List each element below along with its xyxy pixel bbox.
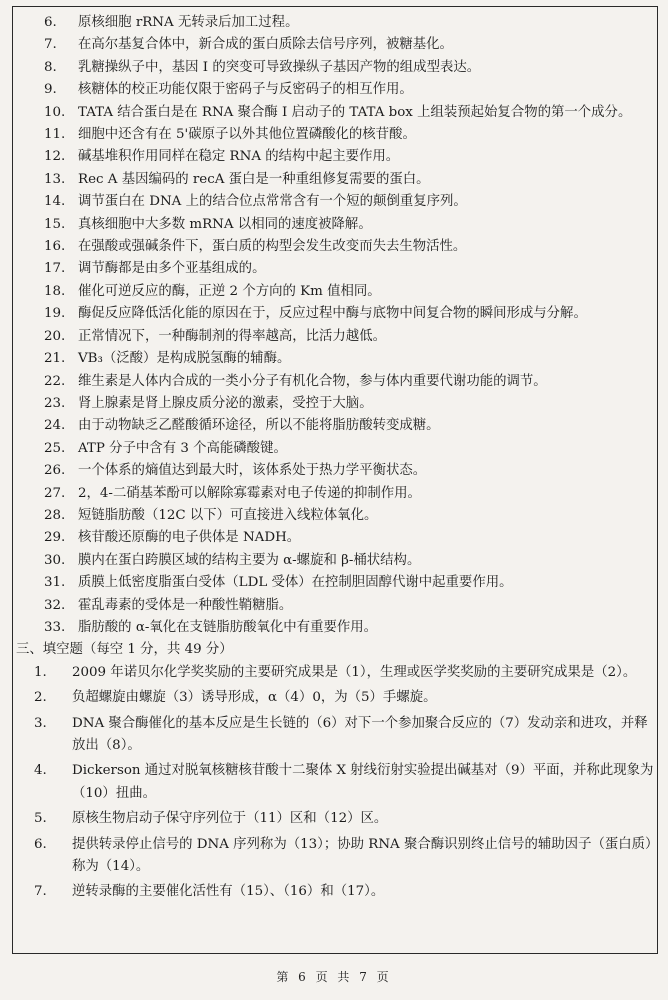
true-false-item-text: 2，4-二硝基苯酚可以解除寡霉素对电子传递的抑制作用。 xyxy=(78,485,421,501)
true-false-item-text: 在强酸或强碱条件下，蛋白质的构型会发生改变而失去生物活性。 xyxy=(78,239,467,255)
true-false-item-number: 27. xyxy=(44,485,66,501)
true-false-item-text: 脂肪酸的 α-氧化在支链脂肪酸氧化中有重要作用。 xyxy=(78,619,378,635)
true-false-item xyxy=(14,34,654,56)
true-false-item xyxy=(14,258,654,280)
fill-in-item-number: 7. xyxy=(34,884,47,900)
true-false-item-number: 16. xyxy=(44,239,66,255)
true-false-item xyxy=(14,79,654,101)
true-false-item-number: 10. xyxy=(44,104,66,120)
fill-in-item xyxy=(14,760,654,805)
true-false-item-text: 质膜上低密度脂蛋白受体（LDL 受体）在控制胆固醇代谢中起重要作用。 xyxy=(78,575,513,591)
true-false-item xyxy=(14,102,654,124)
true-false-item-text: 原核细胞 rRNA 无转录后加工过程。 xyxy=(78,15,299,30)
true-false-item-number: 22. xyxy=(44,373,66,389)
true-false-item xyxy=(14,527,654,549)
true-false-item xyxy=(14,348,654,370)
true-false-item xyxy=(14,281,654,303)
fill-in-item-text: DNA 聚合酶催化的基本反应是生长链的（6）对下一个参加聚合反应的（7）发动亲和进攻，并释放出（8）。 xyxy=(72,715,648,753)
true-false-item-number: 17. xyxy=(44,261,66,277)
true-false-item xyxy=(14,124,654,146)
true-false-item xyxy=(14,371,654,393)
true-false-item-text: 酶促反应降低活化能的原因在于，反应过程中酶与底物中间复合物的瞬间形成与分解。 xyxy=(78,306,587,322)
true-false-item-number: 15. xyxy=(44,216,66,232)
true-false-item-text: 正常情况下，一种酶制剂的得率越高，比活力越低。 xyxy=(78,328,386,344)
fill-in-item-text: Dickerson 通过对脱氧核糖核苷酸十二聚体 X 射线衍射实验提出碱基对（9）平面，并称此现象为（10）扭曲。 xyxy=(72,763,654,801)
true-false-item-text: 维生素是人体内合成的一类小分子有机化合物，参与体内重要代谢功能的调节。 xyxy=(78,373,547,389)
true-false-item-text: 由于动物缺乏乙醛酸循环途径，所以不能将脂肪酸转变成糖。 xyxy=(78,418,440,434)
true-false-item xyxy=(14,236,654,258)
true-false-item xyxy=(14,617,654,639)
true-false-item-number: 26. xyxy=(44,463,66,479)
true-false-item-number: 23. xyxy=(44,395,66,411)
fill-in-item-text: 负超螺旋由螺旋（3）诱导形成，α（4）0，为（5）手螺旋。 xyxy=(72,690,437,706)
fill-in-item-number: 4. xyxy=(34,763,47,779)
true-false-item-text: 调节酶都是由多个亚基组成的。 xyxy=(78,261,266,277)
true-false-item xyxy=(14,505,654,527)
true-false-item-number: 9. xyxy=(44,82,57,98)
true-false-item-number: 11. xyxy=(44,127,66,143)
fill-in-list xyxy=(14,662,654,904)
true-false-item-number: 33. xyxy=(44,619,66,635)
true-false-item-number: 25. xyxy=(44,440,66,456)
fill-in-item-text: 2009 年诺贝尔化学奖奖励的主要研究成果是（1），生理或医学奖奖励的主要研究成果是（2）。 xyxy=(72,664,637,680)
true-false-item-text: 乳糖操纵子中，基因 I 的突变可导致操纵子基因产物的组成型表达。 xyxy=(78,59,481,75)
fill-in-item-number: 6. xyxy=(34,836,47,852)
fill-in-item xyxy=(14,662,654,684)
true-false-item-text: 霍乱毒素的受体是一种酸性鞘糖脂。 xyxy=(78,597,293,613)
true-false-item-text: 肾上腺素是肾上腺皮质分泌的激素，受控于大脑。 xyxy=(78,395,373,411)
true-false-item-text: 一个体系的熵值达到最大时，该体系处于热力学平衡状态。 xyxy=(78,463,427,479)
true-false-item-text: 细胞中还含有在 5'碳原子以外其他位置磷酸化的核苷酸。 xyxy=(78,127,416,143)
fill-in-item-text: 提供转录停止信号的 DNA 序列称为（13）；协助 RNA 聚合酶识别终止信号的辅助因子（蛋白质）称为（14）。 xyxy=(72,836,652,875)
true-false-item-number: 14. xyxy=(44,194,66,210)
true-false-item-number: 21. xyxy=(44,351,66,367)
true-false-item-number: 32. xyxy=(44,597,66,613)
fill-in-item-text: 逆转录酶的主要催化活性有（15）、（16）和（17）。 xyxy=(72,884,385,900)
true-false-item-text: TATA 结合蛋白是在 RNA 聚合酶 I 启动子的 TATA box 上组装预起始复合物的第一个成分。 xyxy=(78,104,632,120)
true-false-item-text: 真核细胞中大多数 mRNA 以相同的速度被降解。 xyxy=(78,216,372,232)
true-false-item-number: 28. xyxy=(44,507,66,523)
true-false-item-text: ATP 分子中含有 3 个高能磷酸键。 xyxy=(78,440,287,456)
section-title-fill-in: 三、填空题（每空 1 分，共 49 分） xyxy=(16,642,233,658)
true-false-item-number: 30. xyxy=(44,552,66,568)
true-false-item-text: 核糖体的校正功能仅限于密码子与反密码子的相互作用。 xyxy=(78,82,413,98)
true-false-item xyxy=(14,12,654,34)
true-false-item xyxy=(14,438,654,460)
fill-in-item xyxy=(14,808,654,830)
true-false-item-number: 31. xyxy=(44,575,66,591)
true-false-item-number: 20. xyxy=(44,328,66,344)
true-false-item xyxy=(14,483,654,505)
true-false-item xyxy=(14,550,654,572)
page-number: 第 6 页 共 7 页 xyxy=(276,970,392,984)
true-false-item-text: 调节蛋白在 DNA 上的结合位点常常含有一个短的颠倒重复序列。 xyxy=(78,194,467,210)
true-false-item xyxy=(14,572,654,594)
true-false-item-text: VB₃（泛酸）是构成脱氢酶的辅酶。 xyxy=(78,351,291,367)
true-false-item-number: 24. xyxy=(44,418,66,434)
true-false-item xyxy=(14,146,654,168)
question-content xyxy=(14,12,654,907)
true-false-item-text: Rec A 基因编码的 recA 蛋白是一种重组修复需要的蛋白。 xyxy=(78,171,430,187)
true-false-item xyxy=(14,326,654,348)
fill-in-item-text: 原核生物启动子保守序列位于（11）区和（12）区。 xyxy=(72,811,388,827)
true-false-item xyxy=(14,191,654,213)
true-false-item-text: 短链脂肪酸（12C 以下）可直接进入线粒体氧化。 xyxy=(78,507,378,523)
true-false-item xyxy=(14,57,654,79)
fill-in-item-number: 1. xyxy=(34,664,47,680)
true-false-item xyxy=(14,303,654,325)
true-false-item-text: 核苷酸还原酶的电子供体是 NADH。 xyxy=(78,530,301,546)
true-false-item-text: 碱基堆积作用同样在稳定 RNA 的结构中起主要作用。 xyxy=(78,149,400,165)
true-false-list xyxy=(14,12,654,639)
true-false-item-number: 13. xyxy=(44,171,66,187)
true-false-item-number: 18. xyxy=(44,283,66,299)
fill-in-item xyxy=(14,687,654,709)
true-false-item xyxy=(14,415,654,437)
fill-in-item-number: 2. xyxy=(34,690,47,706)
true-false-item-number: 12. xyxy=(44,149,66,165)
fill-in-item xyxy=(14,834,654,879)
true-false-item xyxy=(14,393,654,415)
true-false-item-number: 19. xyxy=(44,306,66,322)
true-false-item-text: 膜内在蛋白跨膜区域的结构主要为 α-螺旋和 β-桶状结构。 xyxy=(78,552,421,568)
true-false-item xyxy=(14,169,654,191)
fill-in-item-number: 3. xyxy=(34,715,47,731)
true-false-item-number: 8. xyxy=(44,59,57,75)
fill-in-item xyxy=(14,713,654,758)
true-false-item xyxy=(14,460,654,482)
fill-in-item xyxy=(14,881,654,903)
true-false-item-text: 在高尔基复合体中，新合成的蛋白质除去信号序列，被糖基化。 xyxy=(78,37,453,53)
true-false-item xyxy=(14,595,654,617)
fill-in-item-number: 5. xyxy=(34,811,47,827)
true-false-item-number: 6. xyxy=(44,15,57,30)
true-false-item-text: 催化可逆反应的酶，正逆 2 个方向的 Km 值相同。 xyxy=(78,283,381,299)
true-false-item-number: 7. xyxy=(44,37,57,53)
true-false-item xyxy=(14,214,654,236)
true-false-item-number: 29. xyxy=(44,530,66,546)
